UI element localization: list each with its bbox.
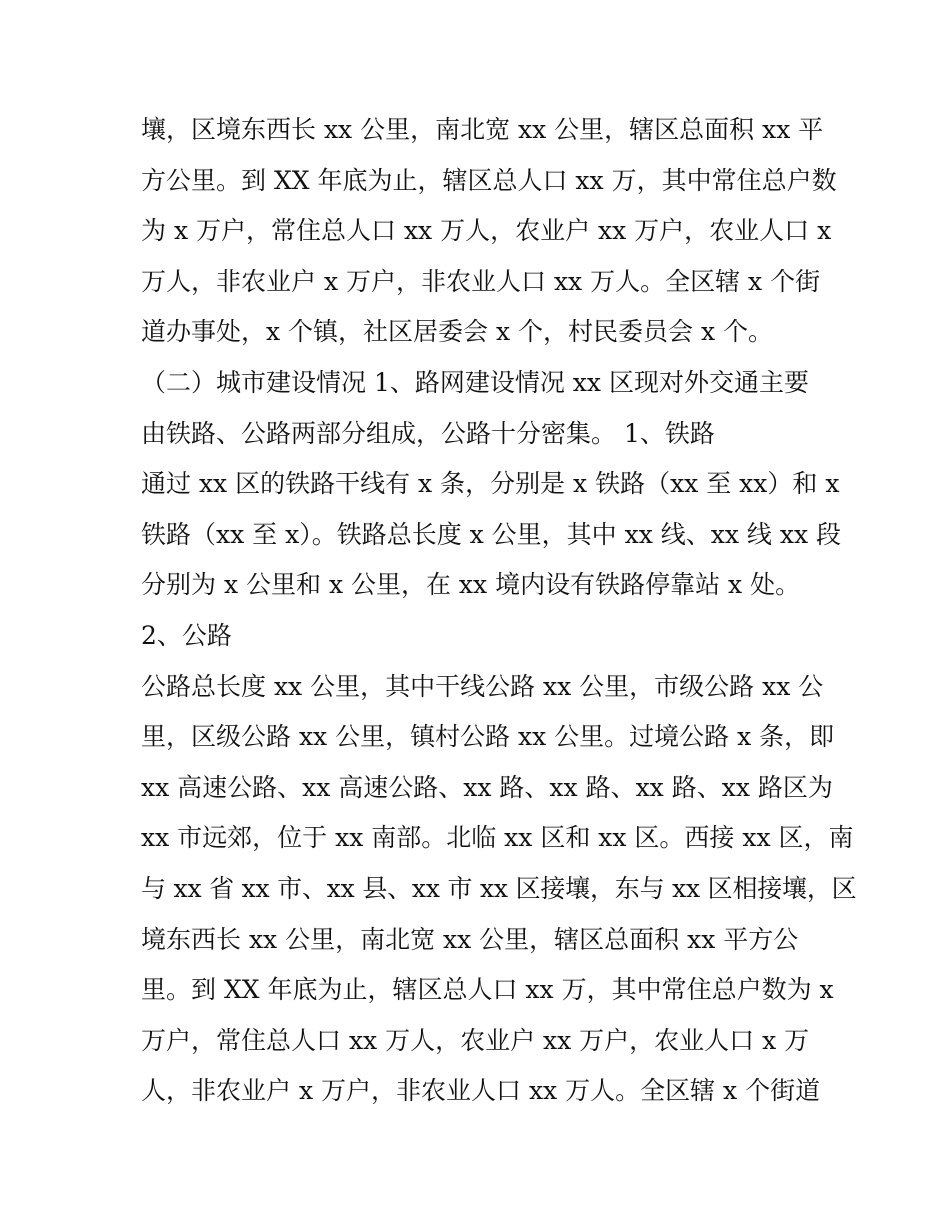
document-body-text (141, 105, 857, 1117)
text-line: 通过 xx 区的铁路干线有 x 条，分别是 x 铁路（xx 至 xx）和 x (141, 469, 840, 499)
text-line: 道办事处，x 个镇，社区居委会 x 个，村民委员会 x 个。 (141, 317, 774, 347)
text-line: 里。到 XX 年底为止，辖区总人口 xx 万，其中常住总户数为 x (141, 975, 834, 1005)
subsection-heading: 2、公路 (141, 620, 232, 650)
text-line: 壤，区境东西长 xx 公里，南北宽 xx 公里，辖区总面积 xx 平 (141, 115, 824, 144)
text-line: 方公里。到 XX 年底为止，辖区总人口 xx 万，其中常住总户数 (141, 165, 837, 195)
text-line: 公路总长度 xx 公里，其中干线公路 xx 公里，市级公路 xx 公 (141, 671, 824, 701)
text-line: 分别为 x 公里和 x 公里，在 xx 境内设有铁路停靠站 x 处。 (141, 570, 801, 600)
text-line: 人，非农业户 x 万户，非农业人口 xx 万人。全区辖 x 个街道 (141, 1076, 821, 1106)
text-line: 由铁路、公路两部分组成，公路十分密集。 1、铁路 (141, 418, 715, 448)
section-heading-line: （二）城市建设情况 1、路网建设情况 xx 区现对外交通主要 (141, 367, 809, 397)
text-line: 境东西长 xx 公里，南北宽 xx 公里，辖区总面积 xx 平方公 (141, 924, 799, 954)
text-line: 里，区级公路 xx 公里，镇村公路 xx 公里。过境公路 x 条，即 (141, 722, 835, 752)
text-line: 万户，常住总人口 xx 万人，农业户 xx 万户，农业人口 x 万 (141, 1025, 810, 1055)
text-line: xx 高速公路、xx 高速公路、xx 路、xx 路、xx 路、xx 路区为 (141, 772, 833, 802)
text-line: 与 xx 省 xx 市、xx 县、xx 市 xx 区接壤，东与 xx 区相接壤，区 (141, 873, 857, 903)
text-line: 万人，非农业户 x 万户，非农业人口 xx 万人。全区辖 x 个街 (141, 266, 821, 296)
text-line: 为 x 万户，常住总人口 xx 万人，农业户 xx 万户，农业人口 x (141, 216, 832, 246)
text-line: 铁路（xx 至 x）。铁路总长度 x 公里，其中 xx 线、xx 线 xx 段 (141, 519, 842, 549)
text-line: xx 市远郊，位于 xx 南部。北临 xx 区和 xx 区。西接 xx 区，南 (141, 823, 854, 853)
